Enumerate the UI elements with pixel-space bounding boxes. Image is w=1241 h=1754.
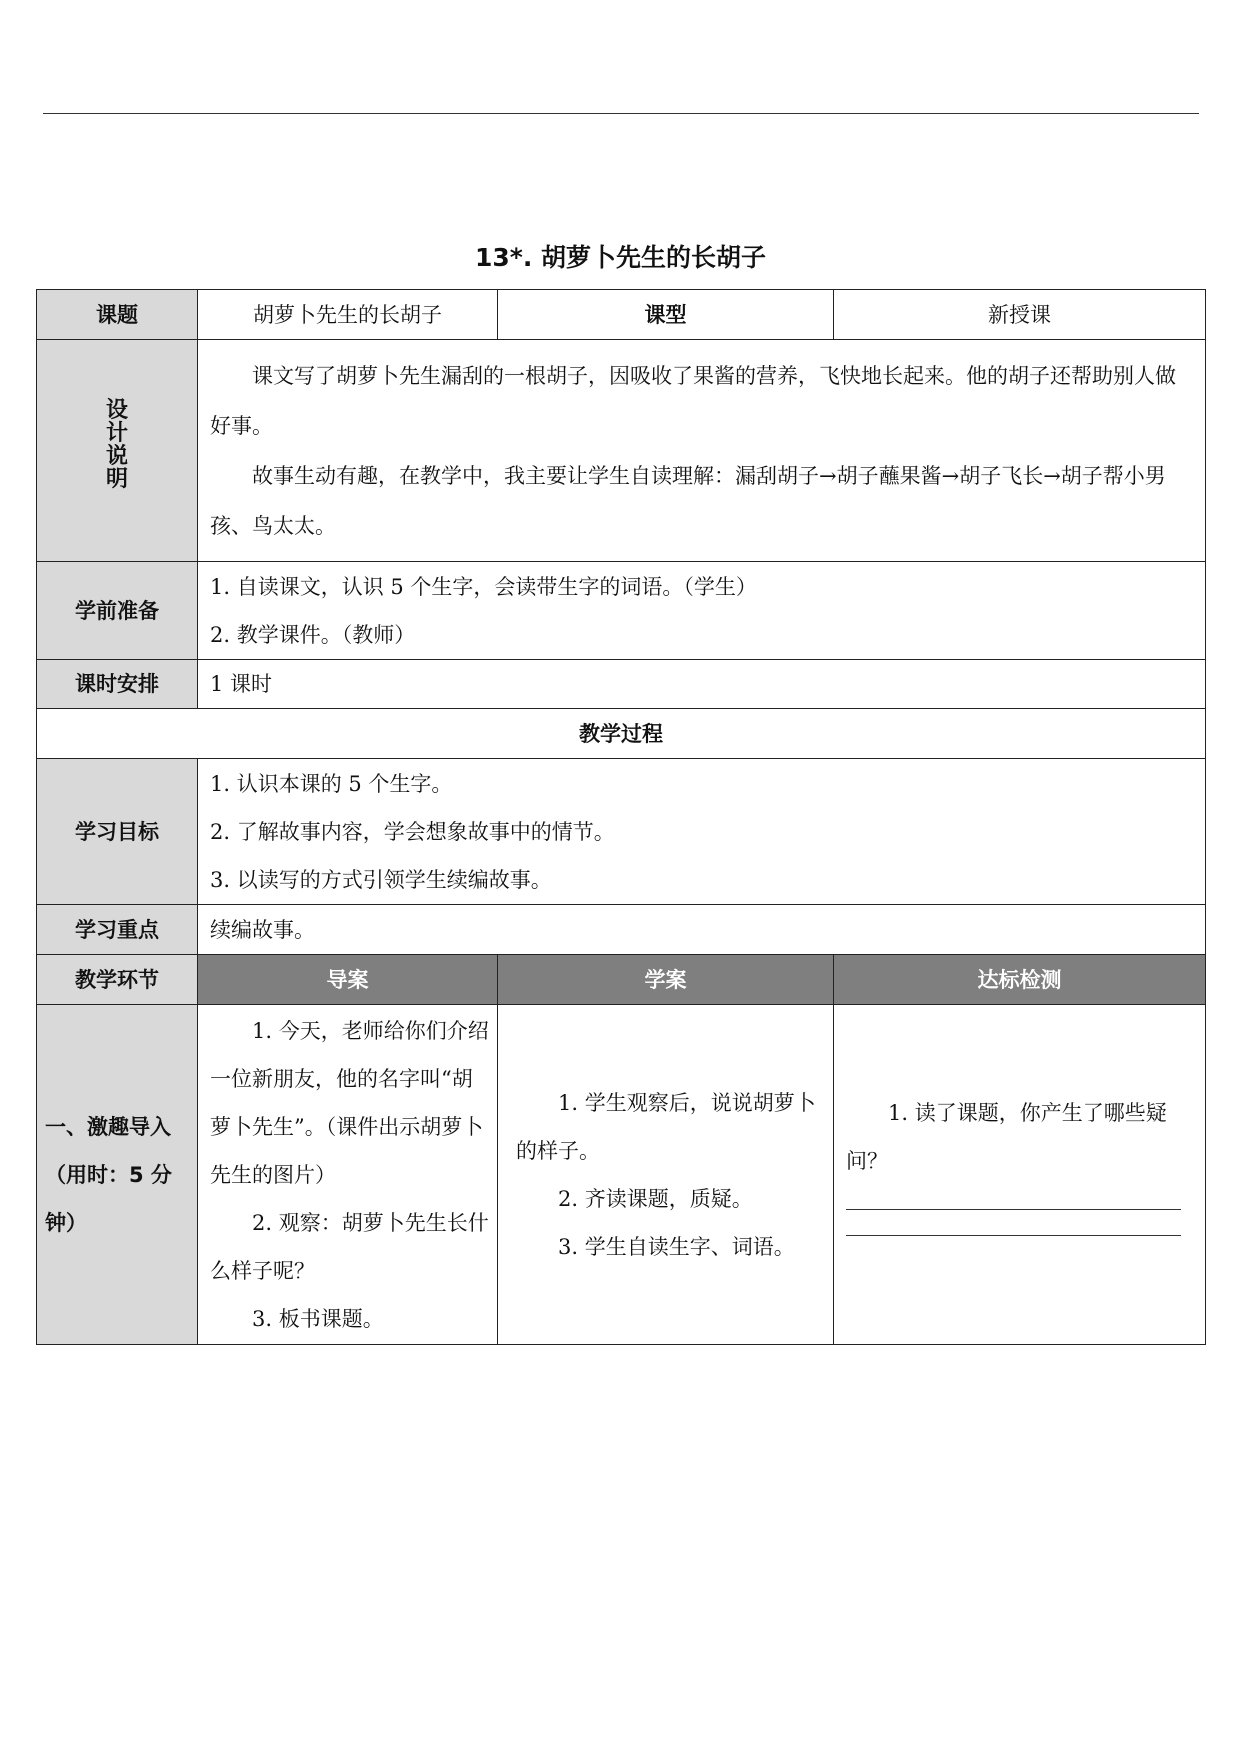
- lesson-plan-table: [36, 289, 1206, 1345]
- topic-label: 课题: [37, 290, 198, 340]
- focus-label: 学习重点: [37, 905, 198, 955]
- design-label: 设计说明: [105, 397, 128, 492]
- focus-value: 续编故事。: [198, 905, 1206, 955]
- focus-row: [37, 905, 1206, 955]
- schedule-label: 课时安排: [37, 660, 198, 709]
- stage-row: [37, 1005, 1206, 1345]
- column-header-row: [37, 955, 1206, 1005]
- guide-item: 3. 板书课题。: [252, 1306, 384, 1331]
- study-item: 1. 学生观察后，说说胡萝卜的样子。: [516, 1090, 816, 1163]
- process-header-row: [37, 709, 1206, 759]
- prep-item: 2. 教学课件。（教师）: [210, 622, 416, 647]
- design-label-cell: [37, 340, 198, 562]
- document-title: 13*. 胡萝卜先生的长胡子: [474, 243, 767, 272]
- study-item: 3. 学生自读生字、词语。: [558, 1234, 795, 1259]
- check-content: [834, 1005, 1206, 1345]
- study-item: 2. 齐读课题，质疑。: [558, 1186, 753, 1211]
- goals-row: [37, 759, 1206, 905]
- answer-blank-line: [846, 1209, 1181, 1211]
- prep-row: [37, 562, 1206, 660]
- study-column-header: 学案: [498, 955, 834, 1005]
- study-content: [498, 1005, 834, 1345]
- answer-blank-line: [846, 1235, 1181, 1237]
- guide-item: 2. 观察：胡萝卜先生长什么样子呢？: [210, 1210, 489, 1283]
- guide-column-header: 导案: [198, 955, 498, 1005]
- design-paragraph: 故事生动有趣，在教学中，我主要让学生自读理解：漏刮胡子→胡子蘸果酱→胡子飞长→胡子帮小男孩、鸟太太。: [210, 463, 1166, 538]
- header-rule: [43, 113, 1199, 114]
- lesson-type-value: 新授课: [834, 290, 1206, 340]
- guide-item: 1. 今天，老师给你们介绍一位新朋友，他的名字叫“胡萝卜先生”。（课件出示胡萝卜先生的图片）: [210, 1018, 489, 1187]
- prep-item: 1. 自读课文，认识 5 个生字，会读带生字的词语。（学生）: [210, 574, 757, 599]
- goal-item: 3. 以读写的方式引领学生续编故事。: [210, 867, 552, 892]
- prep-content: [198, 562, 1206, 660]
- check-column-header: 达标检测: [834, 955, 1206, 1005]
- design-row: [37, 340, 1206, 562]
- stage-column-header: 教学环节: [37, 955, 198, 1005]
- design-content: [198, 340, 1206, 562]
- schedule-row: [37, 660, 1206, 709]
- topic-value: 胡萝卜先生的长胡子: [198, 290, 498, 340]
- lesson-type-label: 课型: [498, 290, 834, 340]
- topic-row: [37, 290, 1206, 340]
- goals-label: 学习目标: [37, 759, 198, 905]
- goals-content: [198, 759, 1206, 905]
- stage-label: 一、激趣导入（用时：5 分钟）: [37, 1005, 198, 1345]
- prep-label: 学前准备: [37, 562, 198, 660]
- goal-item: 2. 了解故事内容，学会想象故事中的情节。: [210, 819, 615, 844]
- goal-item: 1. 认识本课的 5 个生字。: [210, 771, 453, 796]
- process-header: 教学过程: [37, 709, 1206, 759]
- schedule-value: 1 课时: [198, 660, 1206, 709]
- design-paragraph: 课文写了胡萝卜先生漏刮的一根胡子，因吸收了果酱的营养，飞快地长起来。他的胡子还帮助别人做好事。: [210, 363, 1176, 438]
- check-item: 1. 读了课题，你产生了哪些疑问？: [846, 1100, 1167, 1173]
- guide-content: [198, 1005, 498, 1345]
